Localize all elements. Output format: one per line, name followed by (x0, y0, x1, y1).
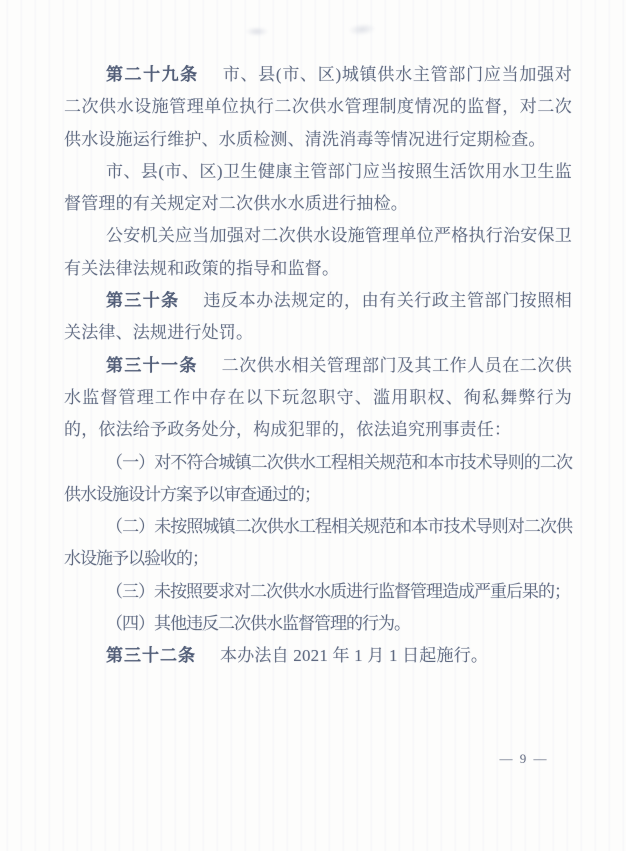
paragraph-text: 二次供水相关管理部门及其工作人员在二次供水监督管理工作中存在以下玩忽职守、滥用职权、徇私舞弊行为的，依法给予政务处分，构成犯罪的，依法追究刑事责任： (64, 355, 573, 440)
paragraph-text: 公安机关应当加强对二次供水设施管理单位严格执行治安保卫有关法律法规和政策的指导和监督。 (64, 226, 572, 278)
paragraph-text: 市、县(市、区)城镇供水主管部门应当加强对二次供水设施管理单位执行二次供水管理制度情况的监督，对二次供水设施运行维护、水质检测、清洗消毒等情况进行定期检查。 (64, 65, 572, 149)
paragraph (64, 156, 572, 221)
paragraph-text: （一）对不符合城镇二次供水工程相关规范和本市技术导则的二次供水设施设计方案予以审查通过的； (64, 452, 572, 504)
article-number-label: 第二十九条 (106, 65, 199, 84)
paragraph-text: 违反本办法规定的，由有关行政主管部门按照相关法律、法规进行处罚。 (64, 291, 572, 343)
paragraph (64, 447, 572, 512)
article-number-label: 第三十条 (106, 291, 180, 311)
paragraph-text: 本办法自 2021 年 1 月 1 日起施行。 (220, 646, 489, 666)
paragraph (64, 285, 572, 350)
paragraph (64, 220, 572, 285)
paragraph-text: （四）其他违反二次供水监督管理的行为。 (106, 614, 410, 634)
paragraph-text: 市、县(市、区)卫生健康主管部门应当按照生活饮用水卫生监督管理的有关规定对二次供水水质进行抽检。 (64, 161, 572, 214)
scan-artifact (246, 27, 268, 36)
page-number: — 9 — (499, 751, 549, 766)
paragraph (64, 350, 572, 447)
scan-artifact (348, 23, 375, 37)
paragraph (64, 640, 572, 672)
article-number-label: 第三十一条 (106, 355, 198, 375)
paragraph (64, 576, 572, 608)
paragraph (64, 59, 572, 156)
paragraph-text: （三）未按照要求对二次供水水质进行监督管理造成严重后果的； (106, 581, 570, 601)
paragraph (64, 608, 572, 640)
document-body (64, 59, 572, 673)
article-number-label: 第三十二条 (106, 646, 196, 666)
paragraph-text: （二）未按照城镇二次供水工程相关规范和本市技术导则对二次供水设施予以验收的； (64, 517, 572, 569)
paragraph (64, 511, 572, 576)
